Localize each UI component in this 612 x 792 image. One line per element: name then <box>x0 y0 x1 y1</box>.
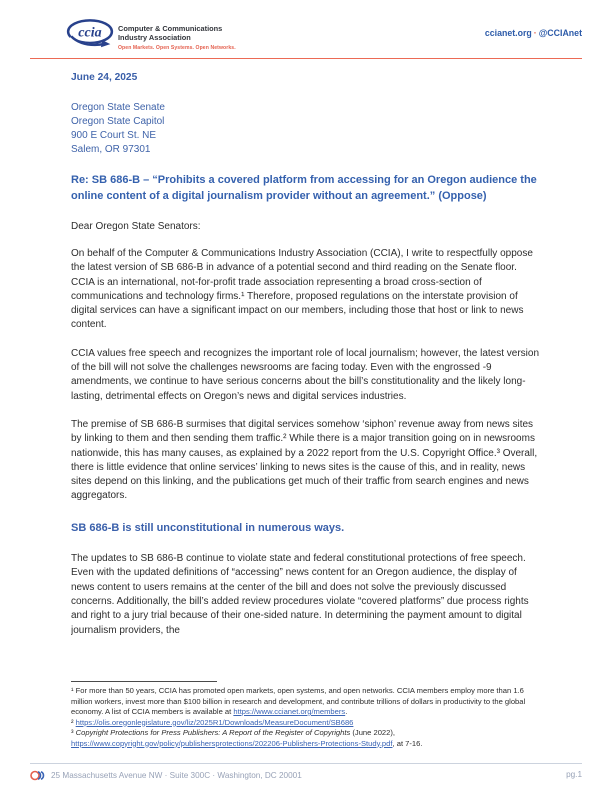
org-name-line1: Computer & Communications <box>118 24 223 33</box>
page-footer <box>0 763 612 792</box>
org-tagline: Open Markets. Open Systems. Open Networks. <box>118 44 236 51</box>
org-name-block <box>118 25 236 51</box>
page-header <box>0 0 612 59</box>
footer-address: 25 Massachusetts Avenue NW · Suite 300C · Washington, DC 20001 <box>51 771 302 780</box>
recipient-line: Oregon State Capitol <box>71 116 165 128</box>
footnote-2-link[interactable]: https://olis.oregonlegislature.gov/liz/2025R1/Downloads/MeasureDocument/SB686 <box>75 717 354 727</box>
social-handle-link[interactable]: @CCIAnet <box>538 28 582 38</box>
header-divider <box>30 58 582 59</box>
page-number: pg.1 <box>566 770 582 779</box>
recipient-line: 900 E Court St. NE <box>71 129 157 141</box>
ccia-mark-icon <box>30 770 46 781</box>
body-paragraph-3: The premise of SB 686-B surmises that digital services somehow ‘siphon’ revenue away from news sites by linking to them and then sending them traffic.² While there is a major transition going on in newsrooms nationwide, this has many causes, as explained by a 2022 report from the U.S. Copyright Office.³ Overall, there is little evidence that online services’ linking to news sites is the cause of this, and in reality, news sites depend on this linking, and the publications get much of their traffic from search engines and news aggregators. <box>71 418 538 502</box>
footnote-2-marker: ² <box>71 717 76 727</box>
body-paragraph-2: CCIA values free speech and recognizes the important role of local journalism; however, the latest version of the bill will not solve the challenges newsrooms are facing today. Even with the engrossed -9 amendments, we continue to have serious concerns about the bill’s constitutionality and the likely long-lasting, detrimental effects on Oregon’s news and digital services industries. <box>71 347 540 402</box>
svg-text:ccia: ccia <box>78 24 102 41</box>
recipient-line: Salem, OR 97301 <box>71 143 151 155</box>
section-heading: SB 686-B is still unconstitutional in numerous ways. <box>71 521 345 534</box>
letter-content <box>71 71 541 681</box>
footnote-divider <box>71 681 217 682</box>
website-link[interactable]: ccianet.org <box>484 28 532 38</box>
salutation: Dear Oregon State Senators: <box>71 220 201 232</box>
footnote-1-link[interactable]: https://www.ccianet.org/members <box>233 707 346 716</box>
footnote-3-marker: ³ <box>71 728 76 737</box>
footer-divider <box>30 763 582 764</box>
footnote-3 <box>71 728 541 749</box>
footnote-1 <box>71 686 541 718</box>
subject-heading: Re: SB 686-B – “Prohibits a covered platform from accessing for an Oregon audience the online content of a digital journalism provider without an agreement.” (Oppose) <box>71 174 537 203</box>
footnote-1-text: ¹ For more than 50 years, CCIA has promoted open markets, open systems, and open networks. CCIA members employ more than 1.6 million workers, invest more than $100 billion in research and development, and contribute trillions of dollars in productivity to the global economy. A list of CCIA members is available at <box>71 686 526 716</box>
footer-address-block <box>30 770 302 781</box>
footnote-3-middle: (June 2022), <box>350 728 396 737</box>
letter-date: June 24, 2025 <box>71 72 138 83</box>
recipient-line: Oregon State Senate <box>71 102 165 114</box>
org-name-line2: Industry Association <box>118 32 191 42</box>
footnote-3-link[interactable]: https://www.copyright.gov/policy/publishersprotections/202206-Publishers-Protections-Study.pdf <box>71 738 393 748</box>
footnote-3-title: Copyright Protections for Press Publishers: A Report of the Register of Copyrights <box>75 728 351 737</box>
body-paragraph-1: On behalf of the Computer & Communications Industry Association (CCIA), I write to respectfully oppose the latest version of SB 686-B in advance of a potential second and third reading on the Senate floor. CCIA is an international, not-for-profit trade association representing a broad cross-section of communications and technology firms.¹ Therefore, proposed regulations on the interstate provision of digital services can have a significant impact on our members, including those that host or link to news content. <box>71 247 533 331</box>
body-paragraph-4: The updates to SB 686-B continue to violate state and federal constitutional protections of free speech. Even with the updated definitions of “accessing” news content for an Oregon audience, the display of news content to users remains at the center of the bill and does not solve the previously discussed concerns. Additionally, the bill’s added review procedures violate “covered platforms” due process rights and right to a jury trial because of their one-sided nature. In determining the payment amount to digital journalism providers, the <box>71 553 529 636</box>
header-links[interactable] <box>485 28 582 38</box>
footnotes <box>71 681 541 749</box>
footnote-2 <box>71 718 541 729</box>
dot-separator: · <box>533 28 537 38</box>
footnote-1-suffix: . <box>345 707 348 716</box>
recipient-address <box>71 101 541 156</box>
ccia-logo-icon <box>65 14 115 54</box>
footnote-3-suffix: , at 7-16. <box>392 738 423 748</box>
ccia-logo <box>65 14 115 54</box>
